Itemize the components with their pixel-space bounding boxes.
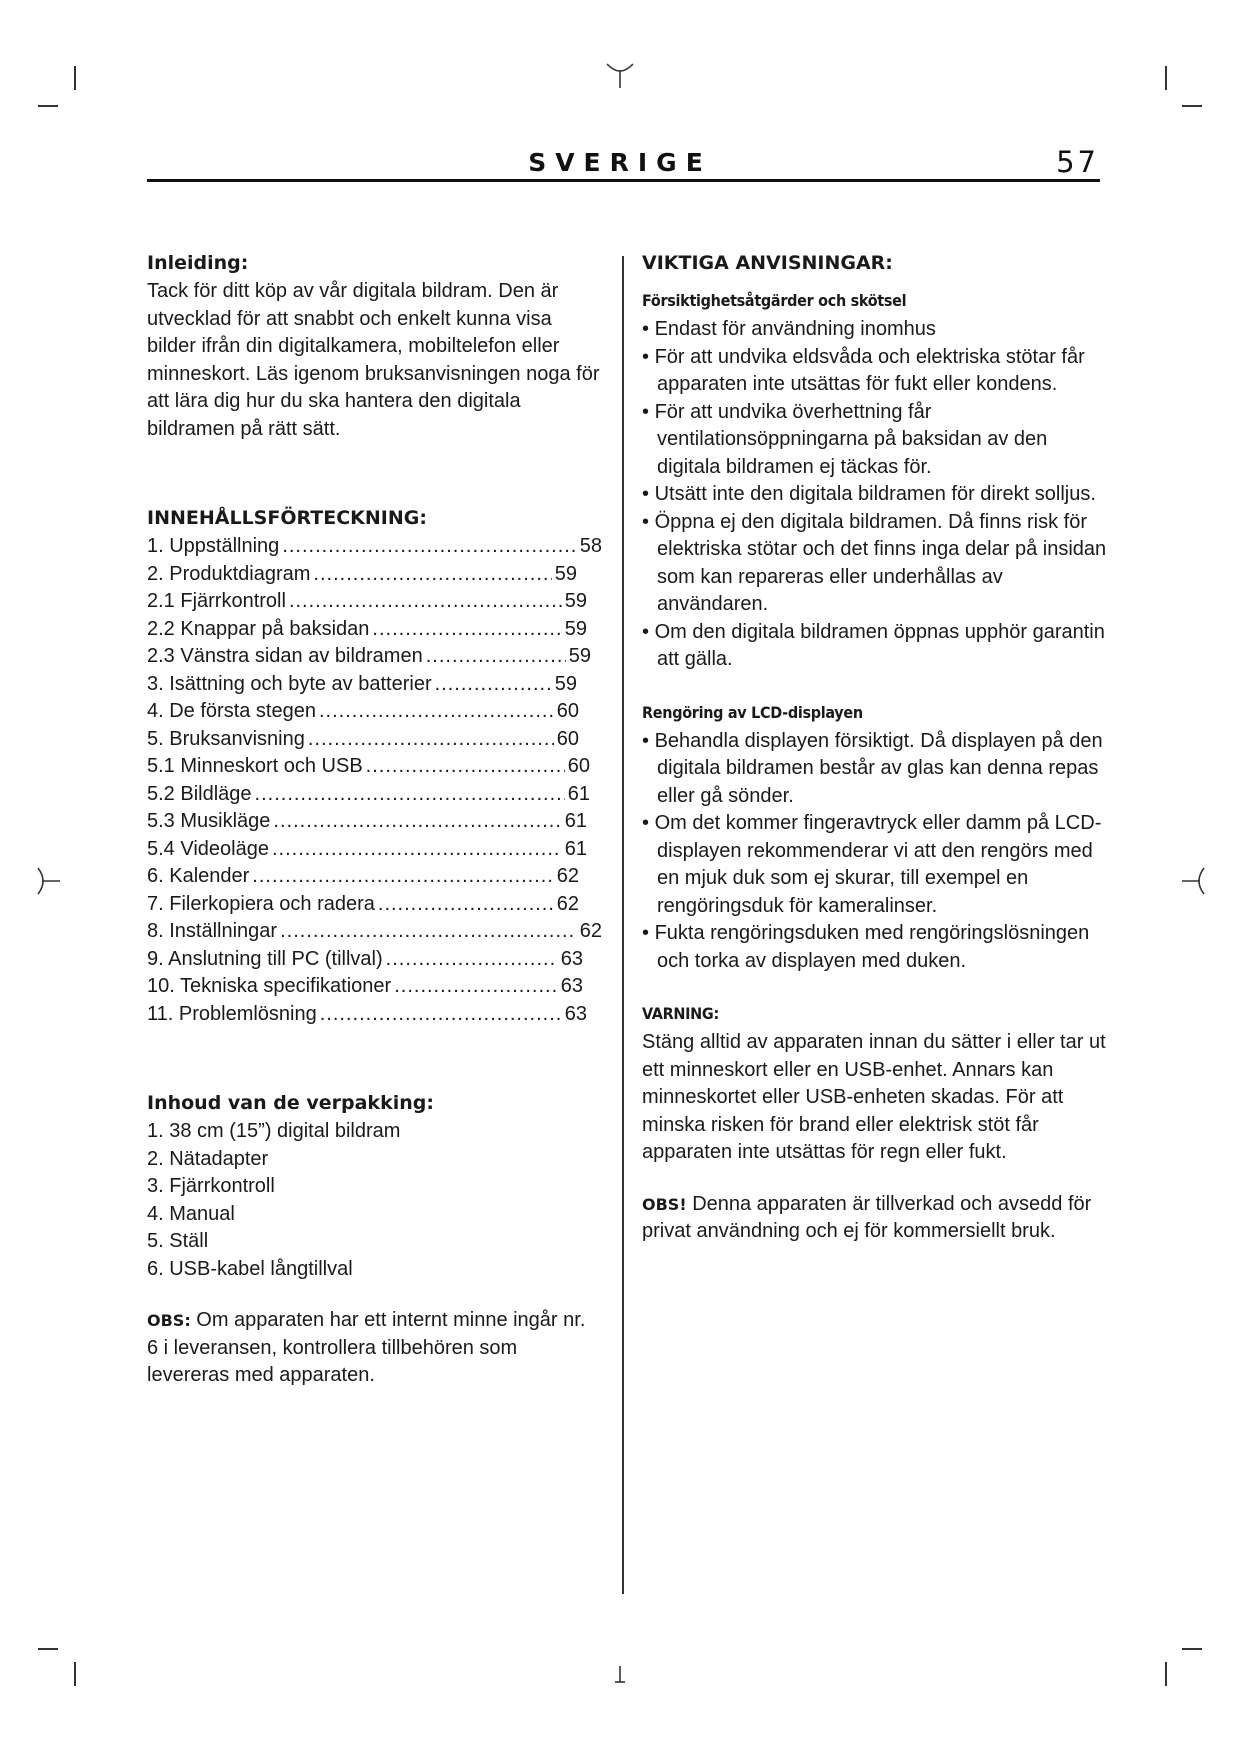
warning-text: Stäng alltid av apparaten innan du sätter i eller tar ut ett minneskort eller en USB-enhet. Annars kan minneskortet eller USB-enheten skadas. För att minska risken för brand eller elektrisk stöt får apparaten inte utsättas för regn eller fukt. (642, 1031, 1106, 1163)
crop-mark (74, 1662, 76, 1686)
toc-item: 5.1 Minneskort och USB ..... 60 (147, 753, 590, 781)
page-header-title: SVERIGE (528, 148, 712, 177)
precaution-item: • För att undvika eldsvåda och elektriska stötar får apparaten inte utsättas för fukt eller kondens. (642, 344, 1112, 399)
toc-heading: INNEHÅLLSFÖRTECKNING: (147, 507, 427, 529)
obs-note-right (642, 1191, 1112, 1246)
toc-item: 5.2 Bildläge ..... 61 (147, 781, 590, 809)
obs-text: Denna apparaten är tillverkad och avsedd för privat användning och ej för kommersiellt bruk. (642, 1192, 1092, 1242)
toc-item: 1. Uppställning ..... 58 (147, 533, 602, 561)
package-item: 1. 38 cm (15”) digital bildram (147, 1120, 401, 1142)
registration-mark-top (603, 58, 637, 92)
crop-mark (74, 66, 76, 90)
right-column (642, 248, 1112, 1246)
obs-text: Om apparaten har ett internt minne ingår nr. 6 i leveransen, kontrollera tillbehören som levereras med apparaten. (147, 1309, 586, 1386)
column-divider (622, 256, 624, 1594)
registration-mark-right (1180, 866, 1208, 896)
toc-section (147, 503, 602, 1028)
toc-list (147, 533, 602, 1028)
instructions-heading: VIKTIGA ANVISNINGAR: (642, 252, 893, 274)
precautions-list (642, 316, 1112, 674)
precaution-item: • Öppna ej den digitala bildramen. Då finns risk för elektriska stötar och det finns inga delar på insidan som kan repareras eller underhållas av användaren. (642, 509, 1112, 619)
package-item: 6. USB-kabel långtillval (147, 1257, 353, 1280)
toc-item: 10. Tekniska specifikationer ..... 63 (147, 973, 583, 1001)
toc-item: 3. Isättning och byte av batterier ..... 59 (147, 671, 577, 699)
intro-text: Tack för ditt köp av vår digitala bildram. Den är utvecklad för att snabbt och enkelt kunna visa bilder ifrån din digitalkamera, mobiltelefon eller minneskort. Läs igenom bruksanvisningen noga för att lära dig hur du ska hantera den digitala bildramen på rätt sätt. (147, 280, 600, 440)
header-rule (147, 179, 1100, 182)
left-column (147, 248, 602, 1390)
toc-item: 6. Kalender ..... 62 (147, 863, 579, 891)
package-item: 5. Ställ (147, 1230, 209, 1252)
toc-item: 4. De första stegen ..... 60 (147, 698, 579, 726)
package-item: 2. Nätadapter (147, 1147, 269, 1170)
cleaning-item: • Fukta rengöringsduken med rengöringslösningen och torka av displayen med duken. (642, 920, 1112, 975)
crop-mark (38, 105, 58, 107)
package-section (147, 1088, 602, 1283)
obs-label: OBS: (147, 1311, 191, 1330)
crop-mark (1182, 105, 1202, 107)
precaution-item: • För att undvika överhettning får ventilationsöppningarna på baksidan av den digitala bildramen ej täckas för. (642, 399, 1112, 482)
precautions-heading: Försiktighetsåtgärder och skötsel (642, 291, 907, 310)
package-item: 3. Fjärrkontroll (147, 1175, 275, 1197)
crop-mark (1165, 66, 1167, 90)
package-item: 4. Manual (147, 1202, 235, 1225)
toc-item: 2.2 Knappar på baksidan ..... 59 (147, 616, 587, 644)
toc-item: 5.4 Videoläge ..... 61 (147, 836, 587, 864)
registration-mark-bottom (610, 1664, 630, 1686)
package-heading: Inhoud van de verpakking: (147, 1092, 434, 1114)
crop-mark (1165, 1662, 1167, 1686)
toc-item: 8. Inställningar ..... 62 (147, 918, 602, 946)
intro-heading: Inleiding: (147, 252, 249, 274)
cleaning-heading: Rengöring av LCD-displayen (642, 702, 863, 722)
obs-label: OBS! (642, 1194, 687, 1214)
toc-item: 5. Bruksanvisning ..... 60 (147, 726, 579, 754)
crop-mark (38, 1648, 58, 1650)
toc-item: 7. Filerkopiera och radera ..... 62 (147, 891, 579, 919)
crop-mark (1182, 1648, 1202, 1650)
precaution-item: • Endast för användning inomhus (642, 316, 1112, 344)
warning-heading: VARNING: (642, 1004, 719, 1023)
intro-section (147, 248, 602, 443)
toc-item: 9. Anslutning till PC (tillval) ..... 63 (147, 946, 583, 974)
toc-item: 5.3 Musikläge ..... 61 (147, 808, 587, 836)
cleaning-list (642, 728, 1112, 976)
toc-item: 2.3 Vänstra sidan av bildramen ..... 59 (147, 643, 591, 671)
toc-item: 2. Produktdiagram ..... 59 (147, 561, 577, 589)
toc-item: 2.1 Fjärrkontroll ..... 59 (147, 588, 587, 616)
cleaning-item: • Om det kommer fingeravtryck eller damm på LCD-displayen rekommenderar vi att den rengörs med en mjuk duk som ej skurar, till exempel en rengöringsduk för kameralinser. (642, 810, 1112, 920)
toc-item: 11. Problemlösning ..... 63 (147, 1001, 587, 1029)
precaution-item: • Utsätt inte den digitala bildramen för direkt solljus. (642, 481, 1112, 509)
package-list (147, 1118, 602, 1283)
obs-note (147, 1307, 602, 1390)
precaution-item: • Om den digitala bildramen öppnas upphör garantin att gälla. (642, 619, 1112, 674)
cleaning-item: • Behandla displayen försiktigt. Då displayen på den digitala bildramen består av glas kan denna repas eller gå sönder. (642, 728, 1112, 811)
registration-mark-left (34, 866, 62, 896)
page-number: 57 (1056, 145, 1099, 179)
